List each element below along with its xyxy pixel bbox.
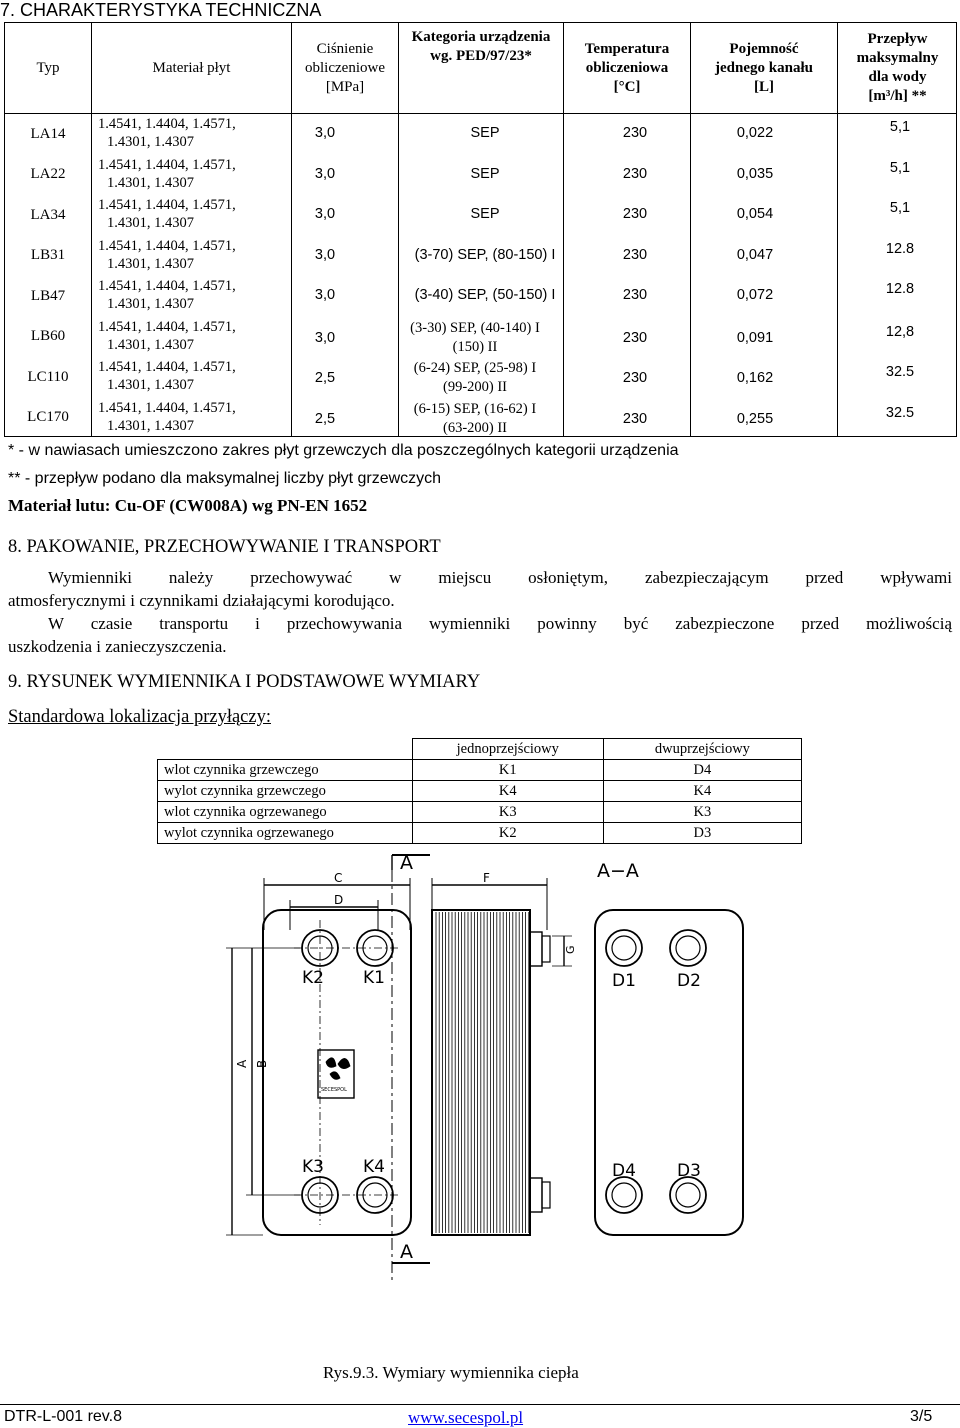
conn-label-cell: wlot czynnika ogrzewanego [158, 802, 413, 823]
dim-label-f: F [483, 871, 490, 885]
port-label-k2: K2 [302, 968, 324, 988]
pressure-cell: 3,0 [314, 125, 336, 141]
type-cell: LB47 [30, 287, 66, 304]
conn-header-blank [158, 739, 413, 760]
category-cell: SEP [470, 125, 500, 141]
section-9-subtitle: Standardowa lokalizacja przyłączy: [8, 707, 271, 727]
pressure-cell: 3,0 [314, 206, 336, 222]
conn-double-pass-cell: K4 [603, 781, 801, 802]
header-pressure: Ciśnienie obliczeniowe [MPa] [305, 40, 385, 95]
port-label-k1: K1 [363, 968, 385, 988]
temperature-cell: 230 [622, 165, 648, 182]
material-cell [93, 358, 293, 394]
footer-website-link[interactable]: www.secespol.pl [408, 1408, 524, 1427]
category-cell-line1: (3-30) SEP, (40-140) I [410, 319, 540, 336]
material-line1: 1.4541, 1.4404, 1.4571, [98, 359, 236, 375]
dim-label-a: A [235, 1059, 249, 1068]
conn-header-single-pass: jednoprzejściowy [412, 739, 603, 760]
material-cell [93, 277, 293, 313]
category-cell: (3-70) SEP, (80-150) I [414, 246, 556, 263]
footnote-category: * - w nawiasach umieszczono zakres płyt grzewczych dla poszczególnych kategorii urządzenia [8, 442, 679, 459]
material-cell [93, 318, 293, 354]
section-9-title: 9. RYSUNEK WYMIENNIKA I PODSTAWOWE WYMIARY [8, 672, 481, 692]
conn-double-pass-cell: D4 [603, 760, 801, 781]
conn-single-pass-cell: K1 [412, 760, 603, 781]
conn-label-cell: wylot czynnika grzewczego [158, 781, 413, 802]
flow-cell: 5,1 [889, 200, 911, 216]
temperature-cell: 230 [622, 370, 648, 386]
temperature-cell: 230 [622, 125, 648, 141]
material-cell [93, 237, 293, 273]
solder-material: Materiał lutu: Cu-OF (CW008A) wg PN-EN 1652 [8, 496, 368, 515]
flow-cell: 12.8 [885, 240, 915, 257]
category-cell-line2: (99-200) II [442, 379, 508, 395]
header-material: Materiał płyt [152, 59, 231, 76]
capacity-cell: 0,072 [736, 287, 774, 303]
connection-table [157, 738, 802, 844]
side-connector-top [530, 932, 542, 966]
pressure-cell: 2,5 [314, 410, 336, 427]
conn-label-cell: wlot czynnika grzewczego [158, 760, 413, 781]
section-view-plate [595, 910, 743, 1235]
footer-divider [0, 1404, 960, 1405]
temperature-cell: 230 [622, 246, 648, 263]
type-cell: LC110 [27, 368, 69, 385]
material-line2: 1.4301, 1.4307 [107, 417, 194, 434]
conn-label-cell: wylot czynnika ogrzewanego [158, 823, 413, 844]
flow-cell: 5,1 [889, 119, 911, 135]
paragraph-storage-line1: Wymienniki należy przechowywać w miejscu osłoniętym, zabezpieczającym przed wpływami [48, 568, 952, 587]
dim-label-g: G [564, 945, 577, 954]
pressure-cell: 2,5 [314, 370, 336, 386]
header-typ: Typ [36, 59, 60, 76]
spec-table [4, 22, 957, 437]
category-cell-line2: (63-200) II [442, 419, 508, 436]
conn-single-pass-cell: K3 [412, 802, 603, 823]
material-cell [93, 115, 293, 151]
table-row [158, 739, 802, 760]
paragraph-transport-line2: uszkodzenia i zanieczyszczenia. [8, 637, 227, 656]
section-view-label: A−A [597, 860, 639, 882]
material-line2: 1.4301, 1.4307 [107, 255, 194, 272]
footnote-flow: ** - przepływ podano dla maksymalnej liczby płyt grzewczych [8, 470, 442, 487]
port-label-d1: D1 [612, 971, 636, 991]
conn-single-pass-cell: K2 [412, 823, 603, 844]
category-cell: SEP [470, 206, 500, 222]
type-cell: LA34 [30, 206, 66, 223]
side-connector-bottom [530, 1178, 542, 1212]
port-label-d4: D4 [612, 1161, 636, 1181]
conn-single-pass-cell: K4 [412, 781, 603, 802]
temperature-cell: 230 [622, 329, 648, 346]
category-cell-line1: (6-24) SEP, (25-98) I [413, 360, 537, 376]
material-line2: 1.4301, 1.4307 [107, 377, 194, 393]
header-temperature: Temperatura obliczeniowa [°C] [584, 40, 670, 95]
material-line1: 1.4541, 1.4404, 1.4571, [98, 156, 236, 173]
category-cell-line1: (6-15) SEP, (16-62) I [413, 400, 537, 417]
capacity-cell: 0,054 [736, 206, 774, 222]
material-cell [93, 196, 293, 232]
material-line2: 1.4301, 1.4307 [107, 296, 194, 312]
section-8-title: 8. PAKOWANIE, PRZECHOWYWANIE I TRANSPORT [8, 537, 441, 557]
table-header-divider [5, 113, 956, 114]
pressure-cell: 3,0 [314, 329, 336, 346]
port-label-k3: K3 [302, 1157, 324, 1177]
port-label-d3: D3 [677, 1161, 701, 1181]
flow-cell: 5,1 [889, 159, 911, 176]
header-flow: Przepływ maksymalny dla wody [m³/h] ** [856, 31, 939, 104]
type-cell: LC170 [27, 409, 69, 425]
section-label-top: A [400, 852, 413, 874]
port-label-d2: D2 [677, 971, 701, 991]
temperature-cell: 230 [622, 410, 648, 427]
temperature-cell: 230 [622, 206, 648, 222]
header-category: Kategoria urządzenia wg. PED/97/23* [411, 29, 551, 64]
capacity-cell: 0,047 [736, 246, 774, 263]
capacity-cell: 0,035 [736, 165, 774, 182]
capacity-cell: 0,022 [736, 125, 774, 141]
dim-label-c: C [334, 871, 343, 885]
dim-label-d: D [334, 893, 344, 907]
material-line2: 1.4301, 1.4307 [107, 134, 194, 150]
flow-cell: 32.5 [885, 404, 915, 421]
footer-doc-id: DTR-L-001 rev.8 [4, 1408, 122, 1425]
category-cell-line2: (150) II [452, 338, 498, 355]
temperature-cell: 230 [622, 287, 648, 303]
pressure-cell: 3,0 [314, 246, 336, 263]
material-line2: 1.4301, 1.4307 [107, 174, 194, 191]
figure-caption: Rys.9.3. Wymiary wymiennika ciepła [323, 1363, 579, 1382]
flow-cell: 12.8 [885, 281, 915, 297]
dim-label-b: B [255, 1059, 269, 1068]
port-label-k4: K4 [363, 1157, 385, 1177]
material-line1: 1.4541, 1.4404, 1.4571, [98, 399, 236, 416]
type-cell: LA22 [30, 166, 66, 182]
category-cell: SEP [470, 165, 500, 182]
capacity-cell: 0,091 [736, 329, 774, 346]
section-label-bottom: A [400, 1241, 413, 1263]
table-row [158, 781, 802, 802]
conn-double-pass-cell: D3 [603, 823, 801, 844]
capacity-cell: 0,162 [736, 370, 774, 386]
material-line2: 1.4301, 1.4307 [107, 215, 194, 231]
material-line1: 1.4541, 1.4404, 1.4571, [98, 237, 236, 254]
material-cell [93, 399, 293, 435]
category-cell: (3-40) SEP, (50-150) I [414, 287, 556, 303]
footer-page-number: 3/5 [910, 1408, 933, 1425]
material-line1: 1.4541, 1.4404, 1.4571, [98, 116, 236, 132]
capacity-cell: 0,255 [736, 410, 774, 427]
table-row [158, 802, 802, 823]
header-capacity: Pojemność jednego kanału [L] [715, 40, 813, 95]
material-line1: 1.4541, 1.4404, 1.4571, [98, 278, 236, 294]
material-line2: 1.4301, 1.4307 [107, 336, 194, 353]
table-row [158, 760, 802, 781]
conn-header-double-pass: dwuprzejściowy [603, 739, 801, 760]
type-cell: LB60 [30, 328, 66, 344]
flow-cell: 32.5 [885, 364, 915, 380]
pressure-cell: 3,0 [314, 287, 336, 303]
material-line1: 1.4541, 1.4404, 1.4571, [98, 318, 236, 335]
material-cell [93, 156, 293, 192]
conn-double-pass-cell: K3 [603, 802, 801, 823]
paragraph-storage-line2: atmosferycznymi i czynnikami działającymi korodująco. [8, 591, 395, 610]
paragraph-transport-line1: W czasie transportu i przechowywania wymienniki powinny być zabezpieczone przed możliwością [48, 614, 952, 633]
flow-cell: 12,8 [885, 323, 915, 340]
heat-exchanger-drawing [0, 840, 960, 1280]
pressure-cell: 3,0 [314, 165, 336, 182]
section-7-title: 7. CHARAKTERYSTYKA TECHNICZNA [0, 0, 322, 20]
material-line1: 1.4541, 1.4404, 1.4571, [98, 197, 236, 213]
type-cell: LB31 [30, 247, 66, 263]
type-cell: LA14 [30, 125, 66, 142]
logo-text: SECESPOL [321, 1087, 347, 1093]
